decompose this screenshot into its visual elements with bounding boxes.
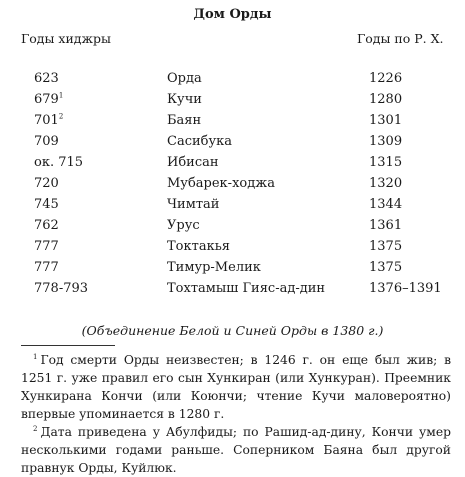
table-title: Дом Орды (193, 7, 272, 22)
footnote-ref[interactable]: 1 (58, 91, 64, 100)
ad-year: 1226 (369, 71, 403, 86)
header-ad-years: Годы по Р. Х. (357, 31, 444, 46)
table-caption: (Объединение Белой и Синей Орды в 1380 г.) (81, 323, 384, 338)
ad-year: 1309 (369, 134, 403, 149)
ad-year: 1375 (369, 260, 403, 275)
hijri-year: 745 (34, 197, 59, 212)
footnote-line: $^2$ Дата приведена у Абулфиды; по Рашид-ад-дину, Кончи умер (33, 424, 451, 439)
table-row (0, 92, 465, 112)
hijri-year: 777 (34, 239, 59, 254)
footnote-1 (21, 351, 451, 423)
footnote-mark: 2 (33, 424, 38, 433)
ruler-name: Тимур-Мелик (167, 260, 261, 275)
hijri-year: $679^1$ (34, 91, 64, 107)
footnote-line: $^1$ Год смерти Орды неизвестен; в 1246 г. он еще был жив; в (33, 352, 451, 367)
footnote-line: 1251 г. уже правил его сын Хункиран (или Хункуран). Преемник (21, 371, 451, 385)
ruler-name: Мубарек-ходжа (167, 176, 275, 191)
table-row (0, 239, 465, 259)
hijri-year: 720 (34, 176, 59, 191)
footnote-line: впервые упоминается в 1280 г. (21, 407, 225, 421)
footnote-ref[interactable]: 2 (58, 112, 64, 121)
footnote-line: несколькими годами раньше. Соперником Баяна был другой (21, 443, 451, 457)
hijri-year: 762 (34, 218, 59, 233)
ad-year: 1315 (369, 155, 403, 170)
table-row (0, 134, 465, 154)
table-row (0, 176, 465, 196)
table-row (0, 155, 465, 175)
footnote-line: правнук Орды, Куйлюк. (21, 461, 177, 475)
table-row (0, 197, 465, 217)
ruler-name: Ибисан (167, 155, 219, 170)
header-hijri-years: Годы хиджры (21, 31, 111, 46)
hijri-year: 623 (34, 71, 59, 86)
hijri-year: 777 (34, 260, 59, 275)
footnote-line: Хункирана Кончи (или Коюнчи; чтение Кучи маловероятно) (21, 389, 451, 403)
table-row (0, 113, 465, 133)
ruler-name: Токтакья (167, 239, 230, 254)
hijri-year: ок. 715 (34, 155, 84, 170)
ad-year: 1344 (369, 197, 403, 212)
ruler-name: Сасибука (167, 134, 232, 149)
footnote-divider (21, 345, 115, 346)
ad-year: 1376–1391 (369, 281, 442, 296)
ruler-name: Урус (167, 218, 200, 233)
ruler-name: Тохтамыш Гияс-ад-дин (167, 281, 326, 296)
ruler-name: Баян (167, 113, 202, 128)
table-row (0, 260, 465, 280)
ad-year: 1301 (369, 113, 403, 128)
table-row (0, 281, 465, 301)
table-row (0, 71, 465, 91)
hijri-year: 778-793 (34, 281, 89, 296)
ad-year: 1361 (369, 218, 403, 233)
ruler-name: Орда (167, 71, 202, 86)
ruler-name: Чимтай (167, 197, 220, 212)
table-row (0, 218, 465, 238)
ad-year: 1280 (369, 92, 403, 107)
footnote-mark: 1 (33, 352, 38, 361)
ad-year: 1375 (369, 239, 403, 254)
footnote-2 (21, 423, 451, 477)
hijri-year: 709 (34, 134, 59, 149)
ruler-name: Кучи (167, 92, 202, 107)
ad-year: 1320 (369, 176, 403, 191)
hijri-year: $701^2$ (34, 112, 64, 128)
